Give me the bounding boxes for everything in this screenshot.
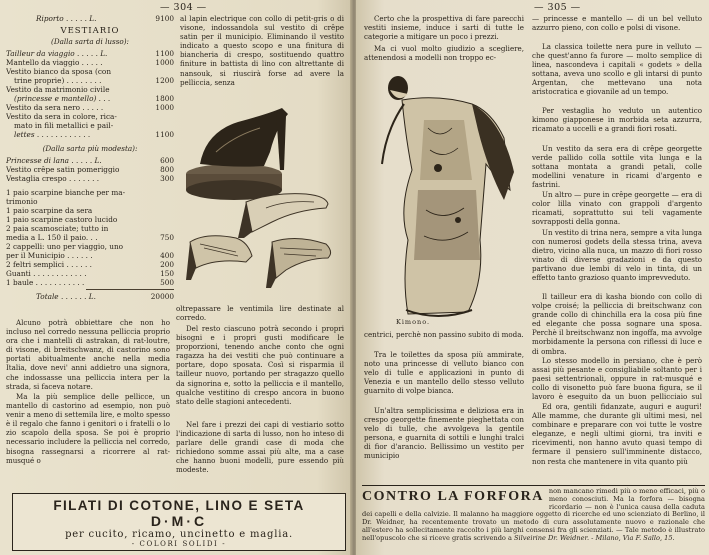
ledger-item-label: 2 paia scamosciate; tutto in bbox=[6, 224, 109, 233]
ledger-item-amount: 300 bbox=[160, 174, 174, 183]
closing-paragraph: Ed ora, gentili fidanzate, auguri e auguri! Alle mamme, che durante gli ultimi mesi, nel combinare e preparare con voi tutte le vostre eleganze, e negli ultimi giorni, tra inviti e ricevimenti, non hanno avuto quasi tempo di fermare il pensiero sull'imminente distacco, non resta che mantenere in vita quanto più bbox=[532, 402, 702, 466]
ledger-row bbox=[6, 76, 174, 85]
ledger-item-amount bbox=[148, 112, 174, 121]
intro-paragraph: Certo che la prospettiva di fare parecchi vestiti insieme, induce i sarti di tutte le categorie a mitigare un poco i prezzi. bbox=[364, 14, 524, 42]
ledger-item-amount: 800 bbox=[160, 165, 174, 174]
ledger-item-amount: 750 bbox=[160, 233, 174, 242]
proportions-paragraph: Del resto ciascuno potrà secondo i propri bisogni e i propri gusti modificare le proporzioni, tenendo anche conto che ogni ragazza ha dei vestiti che può continuare a portare, dopo sposata. Così si risparmia il tailleur nuovo, portando per stragazzo quello da signorina e, sotto la pelliccia e il mantello, qualche vestitino di crespo ancora in buono stato delle stagioni antecedenti. bbox=[176, 324, 344, 406]
ledger-carry-row bbox=[6, 14, 174, 23]
ledger-item-amount: 1200 bbox=[155, 76, 174, 85]
forfora-body-text: non mancano rimedi più o meno efficaci, più o meno conosciuti. Ma la forfora — bisogna ricordario — non è l'unica causa della caduta dei capelli e della calvizie. Il malanno ha maggiore oggetto di ricerche ed uno scienziato di Berlino, il Dr. Weidner, ha recentemente trovato un metodo di cura assolutamente nuovo e razionale che all'estero ha sollecitamente raccolto i più larghi consensi fra gli scienziati. — Tale metodo è illustrato nell'opuscolo che si riceve gratis scrivendo a bbox=[362, 487, 705, 542]
ledger-item-amount bbox=[148, 242, 174, 251]
ledger-item-label: Vestito bianco da sposa (con bbox=[6, 67, 112, 76]
ledger-row bbox=[6, 58, 174, 67]
ledger-item-amount: 200 bbox=[160, 260, 174, 269]
ledger-item-amount: 500 bbox=[160, 278, 174, 287]
ledger-item-label: Vestito crêpe satin pomeriggio bbox=[6, 165, 120, 174]
dmc-line-4: - COLORI SOLIDI - bbox=[131, 540, 227, 548]
ledger-row bbox=[6, 103, 174, 112]
centric-paragraph: centrici, perchè non passino subito di moda. bbox=[364, 330, 524, 339]
persian-paragraph: Lo stesso modello in persiano, che è però assai più pesante e consigliabile soltanto per i paesi settentrionali, oppure in rat-musqué e collo di visonetto può fare buona figura, se il lavoro è eseguito da un buon pellicciaio sul bbox=[532, 356, 702, 402]
ledger-item-amount: 1100 bbox=[155, 130, 174, 139]
luxury-subheading: (Dalla sarta di lusso): bbox=[51, 37, 129, 46]
ledger-row bbox=[6, 121, 174, 130]
ledger-item-label: Vestito da sera nero . . . . . bbox=[6, 103, 104, 112]
forfora-advertisement bbox=[362, 485, 705, 551]
ledger-row bbox=[6, 206, 174, 215]
ledger-row bbox=[6, 224, 174, 233]
page-number-left: — 304 — bbox=[160, 2, 207, 13]
ledger-row bbox=[6, 215, 174, 224]
vestiario-heading: VESTIARIO bbox=[60, 26, 120, 36]
ledger-row bbox=[6, 156, 174, 165]
ledger-row bbox=[6, 174, 174, 183]
ledger-row bbox=[6, 251, 174, 260]
ledger-item-amount: 1800 bbox=[155, 94, 174, 103]
lilac-dress-paragraph: Un altro — pure in crêpe georgette — era di color lilla vinato con grappoli d'argento ricamati, soprattutto sui teli vagamente sovrapposti della gonna. bbox=[532, 190, 702, 227]
ledger-item-amount: 600 bbox=[160, 156, 174, 165]
ledger-row bbox=[6, 278, 174, 287]
ledger-item-label: Vestito da sera in colore, rica- bbox=[6, 112, 117, 121]
ledger-row bbox=[6, 197, 174, 206]
ledger-row bbox=[6, 112, 174, 121]
ledger-item-label: Vestaglia crespo . . . . . . . bbox=[6, 174, 100, 183]
modest-subheading: (Dalla sarta più modesta): bbox=[42, 144, 138, 153]
ledger-row bbox=[6, 242, 174, 251]
ledger-item-amount: 1000 bbox=[155, 103, 174, 112]
ledger-row bbox=[6, 233, 174, 242]
ledger-item-amount bbox=[148, 121, 174, 130]
carry-label: Riporto . . . . . L. bbox=[36, 14, 97, 23]
shoes-illustration bbox=[176, 92, 336, 304]
dmc-line-1: FILATI DI COTONE, LINO E SETA bbox=[53, 498, 305, 513]
top-right-paragraph: al lapin electrique con collo di petit-gris o di visone, indossandola sul vestito di crêpe satin per il municipio. Eliminando il vestito indicato a questo scopo e una finitura di biancheria di crespo, sostituendo quattro finiture in battista di lino con altrettante di nansouk, si riuscirà forse ad avere la pellicciа, senza bbox=[180, 14, 344, 87]
georgette-paragraph: Un'altra semplicissima e deliziosa era in crespo georgette finemente pieghettata con velo di tulle, che avvolgeva la gentile persona, e guarnita di sottili e lunghi tralci di fior d'arancio. Bellissimo un vestito per municipio bbox=[364, 406, 524, 461]
dmc-advertisement bbox=[12, 493, 346, 551]
ledger-row bbox=[6, 165, 174, 174]
kimono-illustration bbox=[368, 60, 518, 322]
black-toilette-paragraph: La classica toilette nera pure in velluto — che quest'anno fa furore — molto semplice di linea, nascondeva i capitali « godets » della sottana, aveva uno scollo e gli intarsi di punto Argentan, che mettevano una nota aristocratica e giovanile ad un tempo. bbox=[532, 42, 702, 97]
ledger-item-label: 2 cappelli: uno per viaggio, uno bbox=[6, 242, 124, 251]
ledger-item-label: 2 feltri semplici . . . . . . bbox=[6, 260, 92, 269]
left-page bbox=[0, 0, 352, 555]
ledger-row bbox=[6, 85, 174, 94]
ledger-item-label: trine proprie) . . . . . . . . bbox=[14, 76, 102, 85]
ledger-item-label: 1 paio scarpine da sera bbox=[6, 206, 93, 215]
kimono-caption: Kimono. bbox=[396, 318, 431, 326]
ledger-item-label: mato in fili metallici e pail- bbox=[14, 121, 114, 130]
bridal-paragraph: Tra le toilettes da sposa più ammirate, noto una princesse di velluto bianco con velo di tulle e applicazioni in punto di Venezia e un mantello dello stesso velluto guarnito di volpe bianca. bbox=[364, 350, 524, 396]
ledger-item-label: Vestito da matrimonio civile bbox=[6, 85, 110, 94]
ledger-item-label: Mantello da viaggio . . . . . bbox=[6, 58, 103, 67]
forfora-signature: Silveirine Dr. Weidner. - Milano, Via F. Sallo, 15. bbox=[514, 533, 675, 542]
ledger-row bbox=[6, 94, 174, 103]
closing-right-paragraph: oltrepassare le ventimila lire destinate al corredo. bbox=[176, 304, 344, 323]
ledger-item-amount bbox=[148, 67, 174, 76]
ledger-item-label: lettes . . . . . . . . . . . . bbox=[14, 130, 91, 139]
ledger-item-amount bbox=[148, 85, 174, 94]
prices-paragraph: Nel fare i prezzi dei capi di vestiario sotto l'indicazione di sarta di lusso, non ho inteso di parlare delle grandi case di moda che richiedono somme assai più alte, ma a case che hanno buoni modelli, pure essendo più modeste. bbox=[176, 420, 344, 475]
ledger-item-amount: 1100 bbox=[155, 49, 174, 58]
velvet-paragraph: — princesse e mantello — di un bel velluto azzurro pieno, con collo e polsi di visone. bbox=[532, 14, 702, 33]
ledger-row bbox=[6, 260, 174, 269]
kimono-paragraph: Per vestaglia ho veduto un autentico kimono giapponese in morbida seta azzurra, ricamato a uccelli e a grandi fiori rosati. bbox=[532, 106, 702, 134]
dmc-logo-text: D·M·C bbox=[150, 513, 208, 529]
intro-paragraph-2: Ma ci vuol molto giudizio a scegliere, attenendosi a modelli non troppo ec- bbox=[364, 44, 524, 63]
forfora-title: CONTRO LA FORFORA bbox=[362, 489, 544, 504]
ledger-item-label: Princesse di lana . . . . . L. bbox=[6, 156, 102, 165]
ledger-items-luxury bbox=[6, 49, 174, 139]
right-page bbox=[356, 0, 709, 555]
ledger-item-label: Guanti . . . . . . . . . . . . bbox=[6, 269, 87, 278]
ledger-item-amount bbox=[148, 224, 174, 233]
ledger-item-label: 1 paio scarpine castoro lucido bbox=[6, 215, 118, 224]
ledger-item-amount bbox=[148, 197, 174, 206]
tailleur-paragraph: Il tailleur era di kasha biondo con collo di volpe croisé; la pelliccia di breitschwanz con grande collo di chinchilla era la cosa più fine ed elegante che possa sognare una sposa. Perchè il breitschwanz non ingoffa, ma avvolge morbidamente la persona con riflessi di luce e di ombra. bbox=[532, 292, 702, 356]
page-number-right: — 305 — bbox=[534, 2, 581, 13]
ledger-item-amount: 150 bbox=[160, 269, 174, 278]
ledger-item-label: Tailleur da viaggio . . . . . L. bbox=[6, 49, 108, 58]
total-amount: 20000 bbox=[150, 292, 174, 301]
fur-paragraph-1: Alcuno potrà obbiettare che non ho incluso nel corredo nessuna pelliccia proprio ora che i mantelli di astrakan, di rat-loutre, di visone, di breitschwanz, di castorino sono portati abitualmente anche nella media Italia, dove nevi' anni addietro una signora, che indossasse una pelliccia intera per la strada, si faceva notare. bbox=[6, 318, 170, 391]
total-label: Totale . . . . . . L. bbox=[36, 292, 96, 301]
dmc-line-3: per cucito, ricamo, uncinetto e maglia. bbox=[65, 529, 293, 540]
ledger-item-label: media a L. 150 il paio. . . bbox=[6, 233, 98, 242]
ledger-row bbox=[6, 49, 174, 58]
ledger-item-label: trimonio bbox=[6, 197, 38, 206]
ledger-item-amount: 400 bbox=[160, 251, 174, 260]
fur-paragraph-2: Ma la più semplice delle pellicce, un mantello di castorino ad esempio, non può venir a meno di settemila lire, e molto spesso è il regalo che fanno i genitori o i fratelli o lo zio scapolo della sposa. Se poi è proprio necessario includere la pelliccia nel corredo, bisogna rassegnarsi a ricorrere al rat-musqué o bbox=[6, 392, 170, 465]
total-rule bbox=[86, 289, 174, 290]
ledger-item-amount bbox=[148, 206, 174, 215]
ledger-item-label: 1 paio scarpine bianche per ma- bbox=[6, 188, 126, 197]
ledger-item-amount bbox=[148, 215, 174, 224]
ledger-item-amount bbox=[148, 188, 174, 197]
ledger-item-label: per il Municipio . . . . . . bbox=[6, 251, 93, 260]
green-dress-paragraph: Un vestito da sera era di crêpe georgette verde pallido colla sottile vita lunga e la sottana montata a grandi petali, colle modellini venature in ricami d'argento e fastrini. bbox=[532, 144, 702, 190]
ledger-row bbox=[6, 130, 174, 139]
ledger-item-label: (princesse e mantello) . . . bbox=[14, 94, 111, 103]
ledger-total-row bbox=[6, 292, 174, 301]
ledger-row bbox=[6, 269, 174, 278]
carry-amount: 9100 bbox=[155, 14, 174, 23]
ledger-item-label: 1 baule . . . . . . . . . . . bbox=[6, 278, 85, 287]
ledger-item-amount: 1000 bbox=[155, 58, 174, 67]
ledger-items-modest bbox=[6, 156, 174, 287]
ledger-column bbox=[6, 14, 174, 314]
ledger-row bbox=[6, 67, 174, 76]
black-lace-paragraph: Un vestito di trina nera, sempre a vita lunga con numerosi godets della stessa trina, aveva dietro, vicino alla nuca, un mazzo di fiori rosso vinato di diverse gradazioni e da questo partivano due lembi di velo in tinta, di un effetto tanto grazioso quanto imprevveduto. bbox=[532, 228, 702, 283]
ledger-row bbox=[6, 188, 174, 197]
